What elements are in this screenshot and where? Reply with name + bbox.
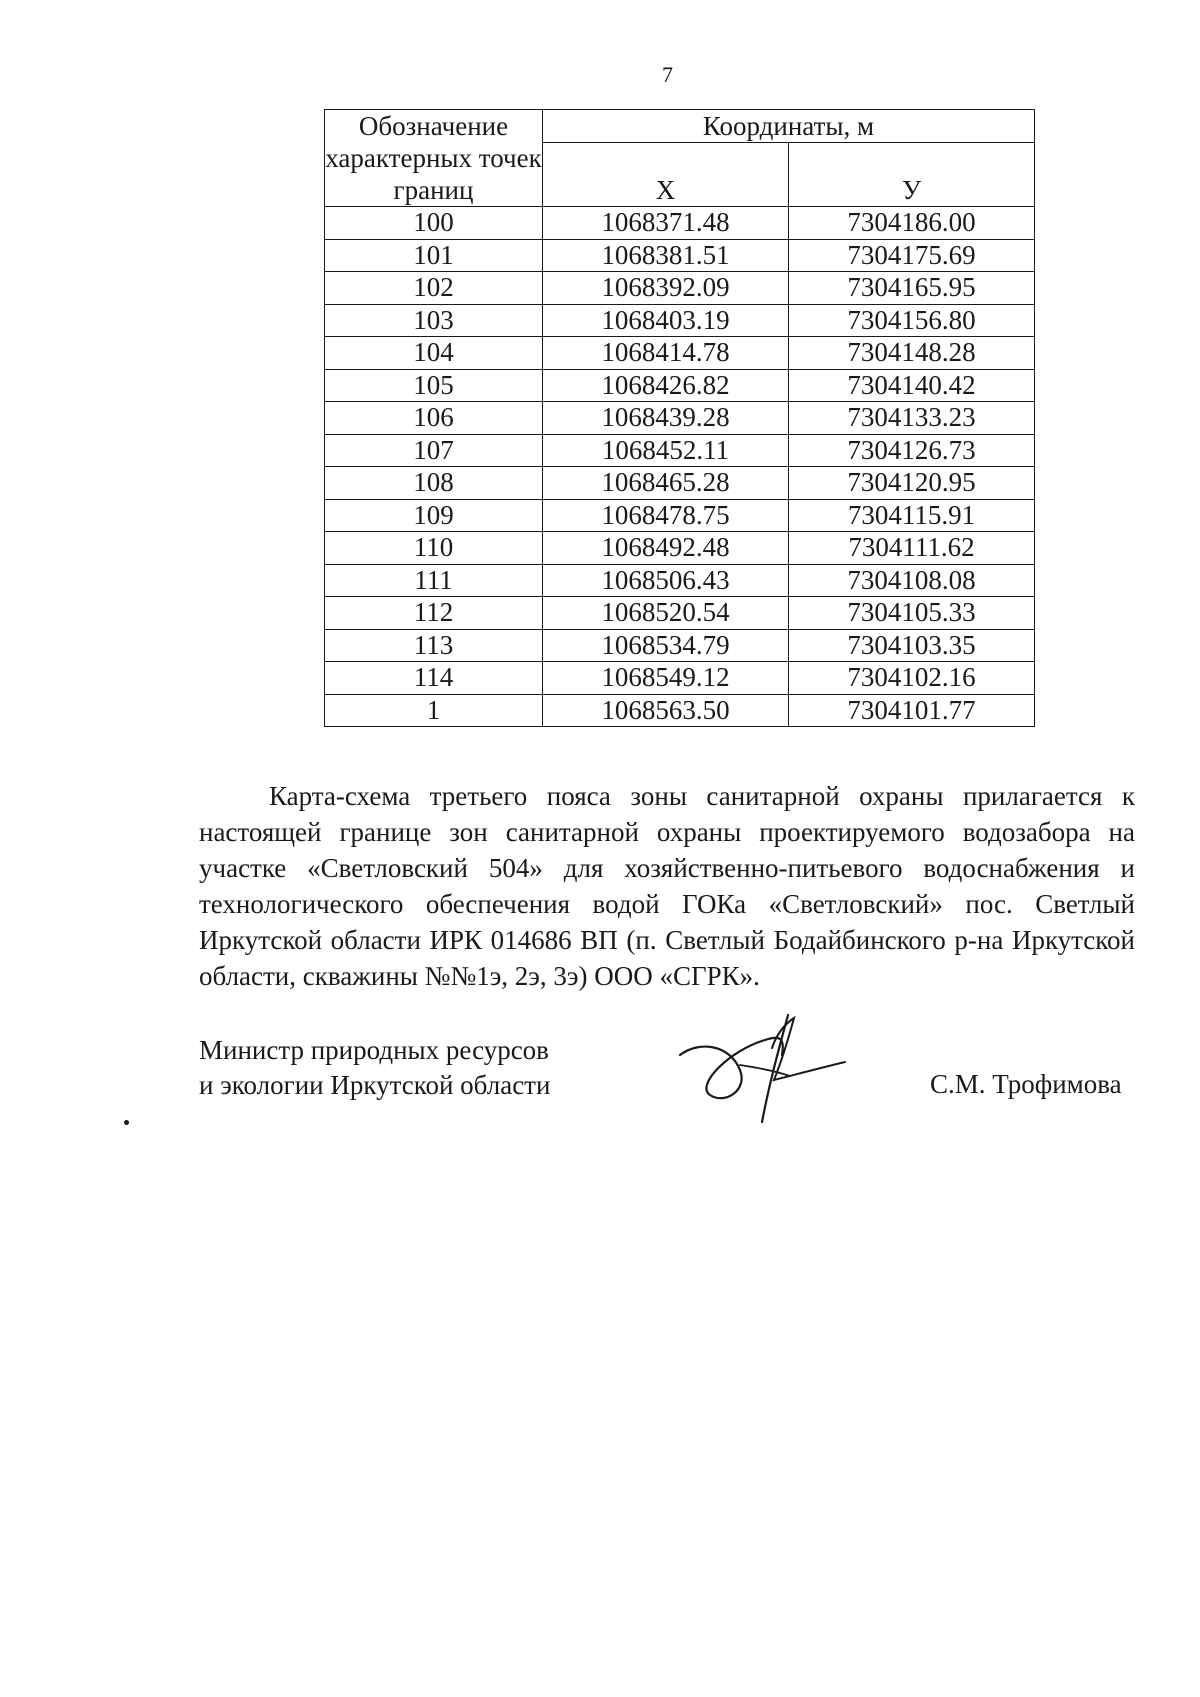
cell-point: 106 bbox=[325, 402, 543, 435]
table-row bbox=[325, 239, 1035, 272]
page-number: 7 bbox=[662, 62, 673, 87]
table-row bbox=[325, 532, 1035, 565]
cell-point: 104 bbox=[325, 337, 543, 370]
signer-title-line-2: и экологии Иркутской области bbox=[199, 1070, 551, 1100]
cell-y: 7304133.23 bbox=[789, 402, 1035, 435]
cell-point: 105 bbox=[325, 369, 543, 402]
table-row bbox=[325, 629, 1035, 662]
header-y: У bbox=[789, 143, 1035, 207]
cell-point: 114 bbox=[325, 662, 543, 695]
body-paragraph: Карта-схема третьего пояса зоны санитарной охраны прилагается к настоящей границе зон санитарной охраны проектируемого водозабора на участке «Светловский 504» для хозяйственно-питьевого водоснабжения и технологического обеспечения водой ГОКа «Светловский» пос. Светлый Иркутской области ИРК 014686 ВП (п. Светлый Бодайбинского р-на Иркутской области, скважины №№1э, 2э, 3э) ООО «СГРК». bbox=[199, 781, 1135, 991]
header-coordinates: Координаты, м bbox=[543, 110, 1035, 143]
cell-point: 111 bbox=[325, 564, 543, 597]
cell-point: 108 bbox=[325, 467, 543, 500]
cell-x: 1068452.11 bbox=[543, 434, 789, 467]
coordinates-table bbox=[324, 109, 1035, 727]
margin-dot bbox=[124, 1120, 129, 1125]
cell-point: 103 bbox=[325, 304, 543, 337]
table-row bbox=[325, 434, 1035, 467]
cell-y: 7304126.73 bbox=[789, 434, 1035, 467]
cell-point: 101 bbox=[325, 239, 543, 272]
cell-x: 1068549.12 bbox=[543, 662, 789, 695]
cell-x: 1068520.54 bbox=[543, 597, 789, 630]
cell-y: 7304148.28 bbox=[789, 337, 1035, 370]
cell-point: 113 bbox=[325, 629, 543, 662]
cell-x: 1068465.28 bbox=[543, 467, 789, 500]
cell-y: 7304120.95 bbox=[789, 467, 1035, 500]
table-body bbox=[325, 207, 1035, 727]
cell-x: 1068392.09 bbox=[543, 272, 789, 305]
cell-x: 1068426.82 bbox=[543, 369, 789, 402]
handwritten-signature bbox=[670, 1010, 870, 1130]
cell-y: 7304103.35 bbox=[789, 629, 1035, 662]
cell-y: 7304115.91 bbox=[789, 499, 1035, 532]
header-x: Х bbox=[543, 143, 789, 207]
table-row bbox=[325, 467, 1035, 500]
cell-point: 100 bbox=[325, 207, 543, 240]
cell-y: 7304156.80 bbox=[789, 304, 1035, 337]
cell-x: 1068492.48 bbox=[543, 532, 789, 565]
cell-point: 1 bbox=[325, 694, 543, 727]
cell-x: 1068534.79 bbox=[543, 629, 789, 662]
table-row bbox=[325, 694, 1035, 727]
cell-y: 7304101.77 bbox=[789, 694, 1035, 727]
cell-x: 1068506.43 bbox=[543, 564, 789, 597]
table-row bbox=[325, 304, 1035, 337]
cell-y: 7304108.08 bbox=[789, 564, 1035, 597]
cell-point: 107 bbox=[325, 434, 543, 467]
cell-y: 7304175.69 bbox=[789, 239, 1035, 272]
table-row bbox=[325, 402, 1035, 435]
signer-title bbox=[199, 1033, 550, 1103]
cell-point: 109 bbox=[325, 499, 543, 532]
cell-x: 1068439.28 bbox=[543, 402, 789, 435]
cell-y: 7304102.16 bbox=[789, 662, 1035, 695]
cell-x: 1068403.19 bbox=[543, 304, 789, 337]
table-row bbox=[325, 369, 1035, 402]
table-row bbox=[325, 207, 1035, 240]
table-row bbox=[325, 337, 1035, 370]
table-row bbox=[325, 564, 1035, 597]
cell-y: 7304165.95 bbox=[789, 272, 1035, 305]
cell-y: 7304111.62 bbox=[789, 532, 1035, 565]
cell-y: 7304140.42 bbox=[789, 369, 1035, 402]
cell-point: 110 bbox=[325, 532, 543, 565]
cell-y: 7304105.33 bbox=[789, 597, 1035, 630]
cell-x: 1068478.75 bbox=[543, 499, 789, 532]
signer-name: С.М. Трофимова bbox=[930, 1069, 1122, 1099]
cell-y: 7304186.00 bbox=[789, 207, 1035, 240]
cell-point: 112 bbox=[325, 597, 543, 630]
table-row bbox=[325, 499, 1035, 532]
header-designation: Обозначение характерных точек границ bbox=[325, 111, 542, 205]
cell-point: 102 bbox=[325, 272, 543, 305]
cell-x: 1068414.78 bbox=[543, 337, 789, 370]
table-row bbox=[325, 597, 1035, 630]
cell-x: 1068371.48 bbox=[543, 207, 789, 240]
cell-x: 1068563.50 bbox=[543, 694, 789, 727]
cell-x: 1068381.51 bbox=[543, 239, 789, 272]
table-row bbox=[325, 272, 1035, 305]
signer-title-line-1: Министр природных ресурсов bbox=[199, 1035, 549, 1065]
table-row bbox=[325, 662, 1035, 695]
